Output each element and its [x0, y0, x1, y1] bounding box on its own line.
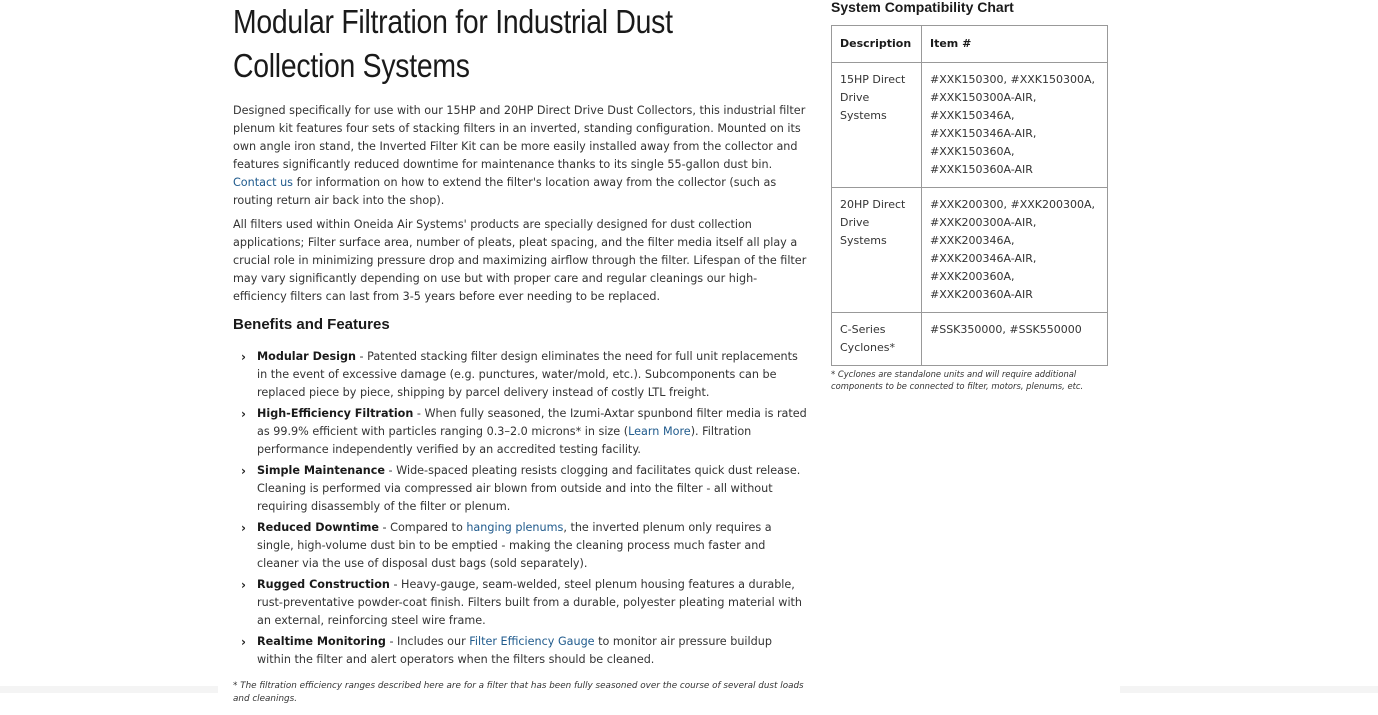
hanging-plenums-link[interactable]: hanging plenums [466, 521, 564, 534]
intro-paragraph [233, 102, 808, 210]
chevron-right-icon: › [241, 635, 246, 649]
row-items: #XXK200300, #XXK200300A, #XXK200300A-AIR, #XXK200346A, #XXK200346A-AIR, #XXK200360A, #XXK200360A-AIR [922, 188, 1108, 313]
table-row [832, 313, 1108, 366]
feature-name: Reduced Downtime [257, 521, 379, 534]
feature-name: Realtime Monitoring [257, 635, 386, 648]
table-row [832, 63, 1108, 188]
feature-text: - Includes our [385, 635, 470, 648]
feature-name: Modular Design [257, 350, 356, 363]
row-items: #SSK350000, #SSK550000 [922, 313, 1108, 366]
list-item [233, 519, 808, 573]
feature-text-end: , the inverted plenum only requires a single, high-volume dust bin to be emptied - making the cleaning process much faster and cleaner via the use of disposal dust bags (sold separately). [257, 521, 772, 570]
chart-title: System Compatibility Chart [831, 0, 1014, 15]
learn-more-link[interactable]: Learn More [628, 425, 691, 438]
feature-text: - Compared to [379, 521, 467, 534]
list-item [233, 576, 808, 630]
row-description: C-Series Cyclones* [832, 313, 922, 366]
contact-us-link[interactable]: Contact us [233, 176, 294, 189]
page-title: Modular Filtration for Industrial Dust Collection Systems [233, 3, 673, 84]
list-item [233, 633, 808, 669]
row-items: #XXK150300, #XXK150300A, #XXK150300A-AIR, #XXK150346A, #XXK150346A-AIR, #XXK150360A, #XXK150360A-AIR [922, 63, 1108, 188]
compatibility-sidebar [831, 0, 1108, 400]
table-header-row [832, 26, 1108, 63]
compatibility-table [831, 25, 1108, 366]
feature-name: Simple Maintenance [257, 464, 385, 477]
list-item [233, 348, 808, 402]
list-item [233, 462, 808, 516]
feature-text: - Patented stacking filter design eliminates the need for full unit replacements in the event of excessive damage (e.g. punctures, water/mold, etc.). Subcomponents can be replaced piece by piece, shipping by parcel delivery instead of costly LTL freight. [257, 350, 798, 399]
feature-text: - Heavy-gauge, seam-welded, steel plenum housing features a durable, rust-preventative powder-coat finish. Filters built from a durable, polyester pleating material with an external, reinforcing steel wire frame. [257, 578, 803, 627]
feature-name: High-Efficiency Filtration [257, 407, 414, 420]
column-header-item: Item # [922, 26, 1108, 63]
feature-name: Rugged Construction [257, 578, 390, 591]
chevron-right-icon: › [241, 521, 246, 535]
page-margin-left [0, 0, 218, 693]
chevron-right-icon: › [241, 578, 246, 592]
column-header-description: Description [832, 26, 922, 63]
cyclones-note: * Cyclones are standalone units and will require additional components to be connected to filter, motors, plenums, etc. [831, 369, 1084, 391]
row-description: 20HP Direct Drive Systems [832, 188, 922, 313]
feature-text-end: to monitor air pressure buildup within the filter and alert operators when the filters should be cleaned. [257, 635, 772, 666]
features-list [233, 348, 808, 669]
row-description: 15HP Direct Drive Systems [832, 63, 922, 188]
feature-text: - Wide-spaced pleating resists clogging and facilitates quick dust release. Cleaning is performed via compressed air blown from outside and into the filter - all without requiring disassembly of the filter or plenum. [257, 464, 801, 513]
filters-paragraph: All filters used within Oneida Air Systems' products are specially designed for dust collection applications; Filter surface area, number of pleats, pleat spacing, and the filter media itself all play a crucial role in minimizing pressure drop and maximizing airflow through the filter. Lifespan of the filter may vary significantly depending on use but with proper care and regular cleanings our high-efficiency filters can last from 3-5 years before ever needing to be replaced. [233, 218, 807, 303]
filtration-footnote: * The filtration efficiency ranges described here are for a filter that has been fully seasoned over the course of several dust loads and cleanings. [233, 681, 804, 704]
table-row [832, 188, 1108, 313]
feature-text-end: ). Filtration performance independently verified by an accredited testing facility. [257, 425, 752, 456]
benefits-heading: Benefits and Features [233, 316, 390, 333]
chevron-right-icon: › [241, 407, 246, 421]
chevron-right-icon: › [241, 464, 246, 478]
list-item [233, 405, 808, 459]
product-description [233, 0, 808, 715]
filter-efficiency-gauge-link[interactable]: Filter Efficiency Gauge [469, 635, 595, 648]
feature-text: - When fully seasoned, the Izumi-Axtar spunbond filter media is rated as 99.9% efficient with particles ranging 0.3–2.0 microns* in size ( [257, 407, 807, 438]
chevron-right-icon: › [241, 350, 246, 364]
intro-text-end: for information on how to extend the filter's location away from the collector (such as routing return air back into the shop). [233, 176, 777, 207]
intro-text: Designed specifically for use with our 15HP and 20HP Direct Drive Dust Collectors, this industrial filter plenum kit features four sets of stacking filters in an inverted, standing configuration. Mounted on its own angle iron stand, the Inverted Filter Kit can be more easily installed away from the collector and features significantly reduced downtime for maintenance thanks to its single 55-gallon dust bin. [233, 104, 806, 171]
